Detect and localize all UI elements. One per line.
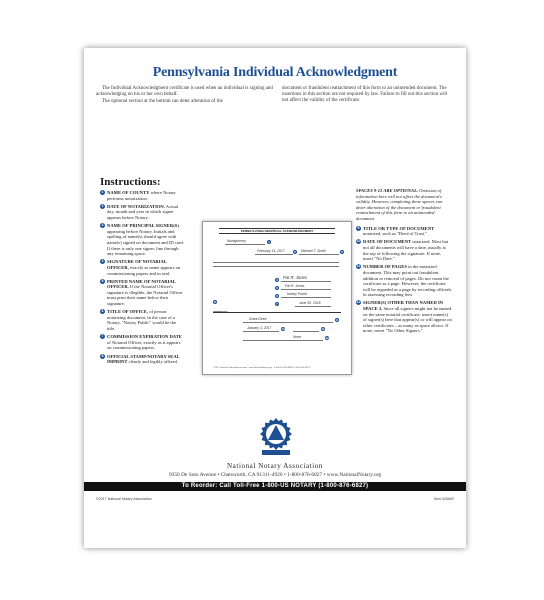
office-line [281,297,331,298]
instruction-label: SIGNER(S) OTHER THAN NAMED IN SPACE 3. [363,300,444,312]
form-date: February 14, 2017 [257,249,285,253]
instruction-item [356,226,452,237]
intro-paragraph-3: document or fraudulent reattachment of this form to an unintended document. The insertions in this section are not required by law. Failure to fill out this section will not affect the validity of the certificate. [282,86,448,104]
form-footer: ©2017 National Notary Association • www.NationalNotary.org • 1-800-US NOTARY (1-800-876-6827) [213,367,311,369]
form-signature: Pat R. Jones [283,275,307,280]
expiration-line [295,306,331,307]
marker-2: 2 [294,250,296,254]
form-doc-title: Grant Deed [249,317,267,321]
number-badge: 4 [101,259,104,264]
form-title: PENNSYLVANIA INDIVIDUAL ACKNOWLEDGMENT [219,228,335,234]
number-badge: 2 [101,203,104,208]
organization-name: National Notary Association [227,462,323,470]
intro-paragraph-2: The optional section at the bottom can deter alteration of the [102,99,223,105]
marker-9: 9 [336,318,338,322]
marker-6: 6 [276,294,278,298]
county-line [225,244,265,245]
doc-date-line [243,331,279,332]
optional-divider [213,312,341,313]
marker-8: 8 [214,300,216,304]
certificate-sheet [84,48,466,548]
number-badge: 6 [101,309,104,314]
organization-address: 9350 De Soto Avenue • Chatsworth, CA 91311-4926 • 1-800-876-6827 • www.NationalNotary.org [168,472,382,478]
instruction-item [100,334,184,351]
item-number: Item #25692 [434,497,454,501]
instructions-left-column [100,190,184,367]
form-office: Notary Public [287,292,308,296]
printed-name-line [281,289,331,290]
instruction-text: notarized, such as "Deed of Trust." [363,231,428,237]
form-county: Montgomery [227,239,246,243]
instruction-item [100,190,184,201]
number-badge: 3 [101,223,104,228]
instruction-item [100,259,184,276]
signer-line [299,254,339,255]
instruction-label: COMMISSION EXPIRATION DATE [107,334,182,340]
instruction-text: in the notarized document. This may point out fraudulent addition or removal of pages. Do not count the certificate as a page. However, the certificate will be regarded as a page by recording officials in assessing recording fees. [363,264,452,298]
marker-1: 1 [268,240,270,244]
number-badge: 11 [356,264,361,269]
instruction-text: Since all signers might not be named on the same notarial certificate, insert name(s) of signer(s) here that appear(s) or will appear on other certificates – as many as space allows. If none, insert "No Other Signers." [363,306,452,334]
marker-4: 4 [276,278,278,282]
text-line [213,266,339,267]
instruction-label: DATE OF DOCUMENT [363,239,412,245]
instruction-label: SIGNATURE OF NOTARIAL OFFICER, [107,259,167,270]
number-badge: 9 [357,225,360,230]
instruction-item [100,223,184,257]
form-printed-name: Pat R. Jones [285,284,305,288]
instruction-label: PRINTED NAME OF NOTARIAL OFFICER. [107,278,176,290]
instruction-text: appearing before Notary. Initials and spelling of name(s) should agree with name(s) signed on document and ID card. If there is only one signer, line through any remaining space. [107,228,184,257]
instruction-item [356,264,452,298]
instruction-text: exactly as name appears on commissioning papers and in seal. [107,264,181,276]
pages-line [293,331,319,332]
instruction-label: TITLE OF OFFICE, [107,309,149,315]
nna-logo-icon [254,416,298,458]
page-title: Pennsylvania Individual Acknowledgment [152,65,398,80]
marker-3: 3 [341,250,343,254]
number-badge: 8 [101,353,104,358]
sample-certificate [202,221,352,375]
copyright: ©2017 National Notary Association [96,497,152,501]
form-expiration: June 30, 2018 [299,301,321,305]
signature-line [281,281,331,282]
number-badge: 5 [101,278,104,283]
instruction-text: of Notarial Officer, exactly as it appears on commissioning papers. [107,339,181,351]
number-badge: 7 [101,334,104,339]
marker-11: 11 [321,327,325,331]
date-line [255,254,293,255]
instruction-text: notarized. Most but not all documents will have a date, usually at the top of following the signature. If none, insert "No Date." [363,239,449,262]
marker-12: 12 [325,336,329,340]
number-badge: 10 [356,239,361,244]
instruction-item [356,300,452,334]
optional-note-text: Omission of information here will not affect the document's validity. However, completing these spaces can deter alteration of the document or fraudulent reattachment of this form to an unintended document. [356,188,443,221]
optional-note-label: SPACES 9-12 ARE OPTIONAL. [356,188,419,193]
intro-right [282,86,454,106]
other-signers-line [243,340,323,341]
instruction-text: Actual day, month and year in which signer appears before Notary. [107,203,179,220]
optional-note [356,188,452,222]
instructions-heading: Instructions: [100,176,161,188]
instruction-text: If the Notarial Officer's signature is illegible, the Notarial Officer must print their name below their signature. [107,284,183,307]
instruction-item [100,354,184,365]
reorder-bar: To Reorder: Call Toll-Free 1-800-US NOTARY (1-800-876-6827) [84,482,466,491]
instruction-item [100,204,184,221]
instruction-text: of person notarizing document. In the case of a Notary, "Notary Public" would be the title. [107,309,177,332]
text-line [213,262,339,263]
marker-5: 5 [276,286,278,290]
instruction-label: NAME OF PRINCIPAL SIGNER(S) [107,223,179,229]
form-signer: Michael T. Smith [301,249,326,253]
instruction-item [100,309,184,331]
instruction-label: OFFICIAL STAMP/NOTARY SEAL IMPRINT [107,353,180,365]
instruction-item [100,279,184,307]
instruction-text: clearly and legibly affixed. [127,359,178,365]
marker-7: 7 [276,302,278,306]
marker-10: 10 [281,327,285,331]
intro-paragraph-1: The Individual Acknowledgment certificate is used when an individual is signing and acknowledging on his or her own behalf. [96,86,273,98]
form-doc-date: January 3, 2017 [247,326,272,330]
instruction-label: DATE OF NOTARIZATION. [107,203,165,209]
form-optional-label: OPTIONAL [213,310,229,314]
instruction-item [356,239,452,261]
instruction-label: NUMBER OF PAGES [363,264,407,270]
instruction-text: where Notary performs notarization. [107,190,176,201]
doc-title-line [243,322,333,323]
form-pages: None [293,335,302,339]
instruction-label: TITLE OR TYPE OF DOCUMENT [363,225,435,231]
number-badge: 12 [356,300,361,305]
number-badge: 1 [101,190,104,194]
intro-left [96,86,276,107]
instruction-label: NAME OF COUNTY [107,190,150,195]
instructions-right-column [356,188,452,337]
